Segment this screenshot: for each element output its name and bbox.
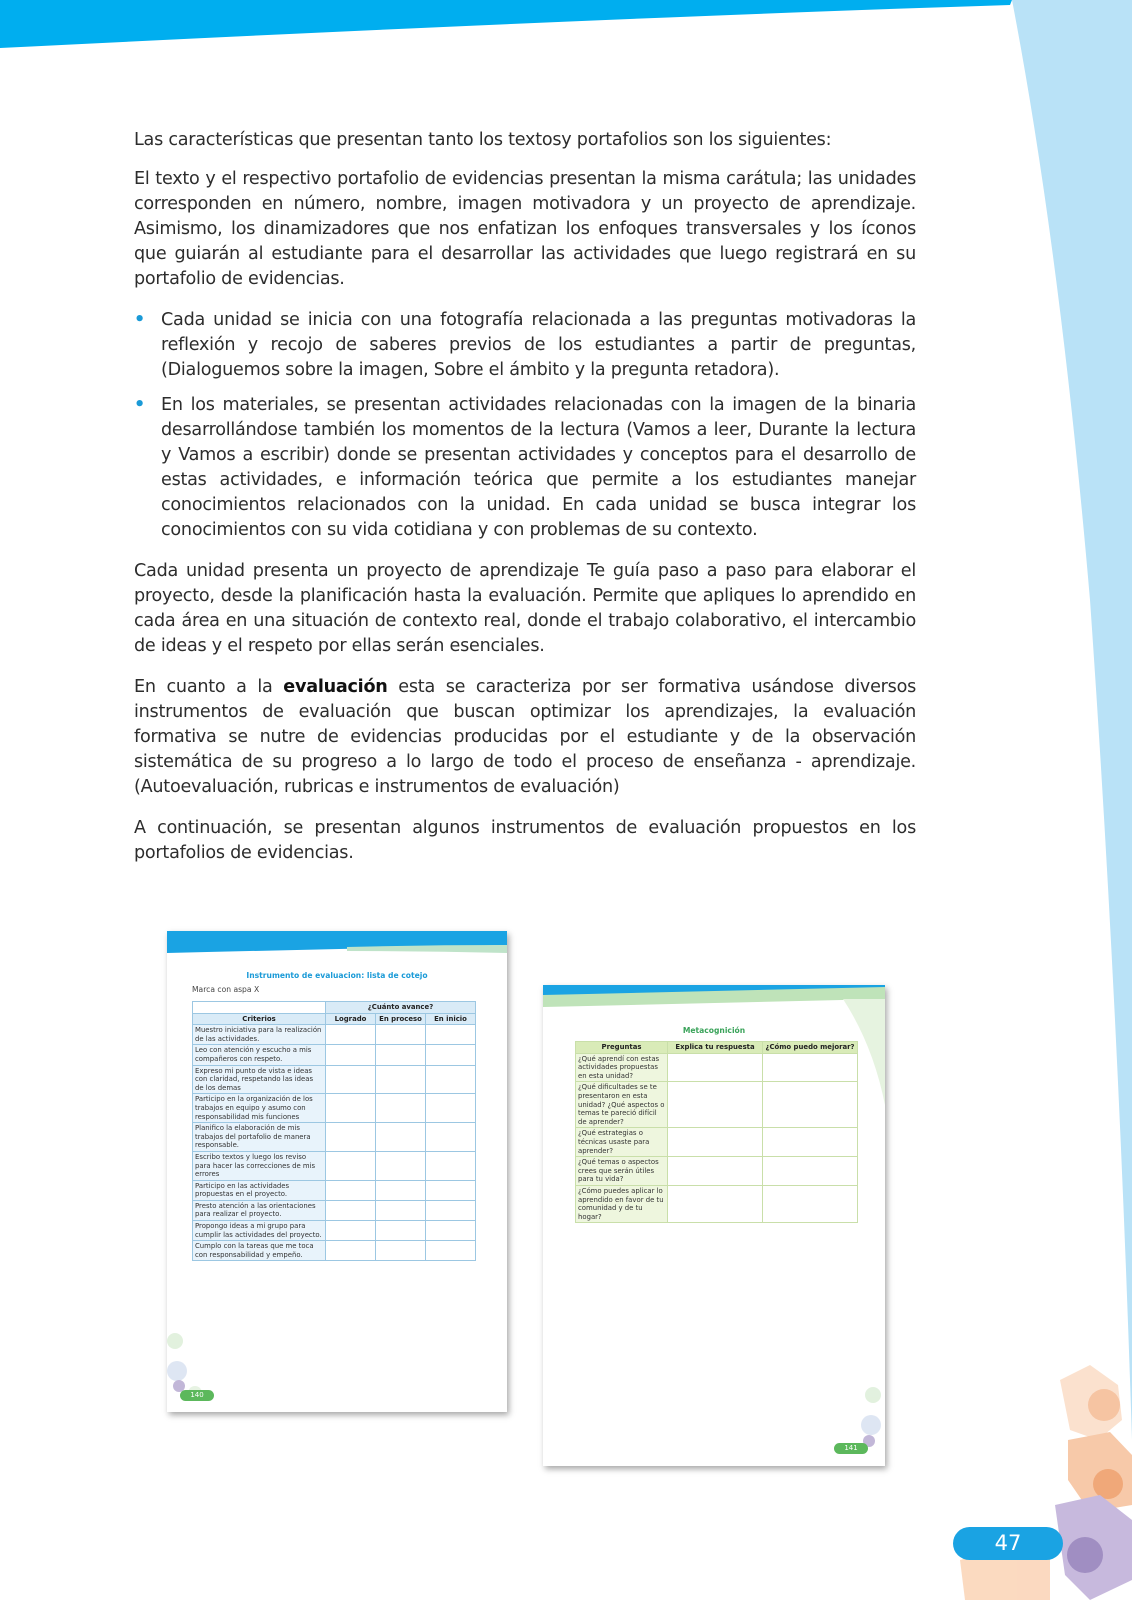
criterion-cell: Escribo textos y luego los reviso para hacer las correcciones de mis errores [193, 1151, 326, 1180]
paragraph-2: Cada unidad presenta un proyecto de aprendizaje Te guía paso a paso para elaborar el proyecto, desde la planificación hasta la evaluación. Permite que apliques lo aprendido en cada área en una situación de contexto real, donde el trabajo colaborativo, el intercambio de ideas y el respeto por ellas serán esenciales. [134, 561, 916, 656]
table-row [193, 1123, 476, 1152]
criterion-cell: Participo en la organización de los trabajos en equipo y asumo con responsabilidad mis funciones [193, 1094, 326, 1123]
paragraph-3 [134, 675, 916, 800]
table-row [193, 1151, 476, 1180]
question-cell: ¿Cómo puedes aplicar lo aprendido en favor de tu comunidad y de tu hogar? [576, 1185, 668, 1222]
table-row [193, 1065, 476, 1094]
paragraph-1: El texto y el respectivo portafolio de evidencias presentan la misma carátula; las unidades corresponden en número, nombre, imagen motivadora y un proyecto de aprendizaje. Asimismo, los dinamizadores que nos enfatizan los enfoques transversales y los íconos que guiarán al estudiante para el desarrollar las actividades que luego registrará en su portafolio de evidencias. [134, 169, 916, 289]
bullet-item [134, 308, 916, 383]
bullet-text: En los materiales, se presentan actividades relacionadas con la imagen de la binaria desarrollándose también los momentos de la lectura (Vamos a leer, Durante la lectura y Vamos a escribir) donde se presentan actividades y conceptos para el desarrollo de estas actividades, e información teórica que permite a los estudiantes manejar conocimientos relacionados con la unidad. En cada unidad se busca integrar los conocimientos con su vida cotidiana y con problemas de su contexto. [161, 395, 916, 540]
criterion-cell: Expreso mi punto de vista e ideas con claridad, respetando las ideas de los demas [193, 1065, 326, 1094]
checklist-title: Instrumento de evaluacion: lista de cotejo [246, 971, 428, 980]
page-number-badge: 47 [953, 1527, 1063, 1560]
table-row [193, 1241, 476, 1261]
body-text [134, 128, 916, 882]
checklist-subtitle: Marca con aspa X [192, 985, 260, 994]
metacognition-header: Explica tu respuesta [668, 1042, 763, 1054]
criterion-cell: Muestro iniciativa para la realización de las actividades. [193, 1025, 326, 1045]
question-cell: ¿Qué dificultades se te presentaron en esta unidad? ¿Qué aspectos o temas te pareció difícil de aprender? [576, 1082, 668, 1128]
bullet-text: Cada unidad se inicia con una fotografía relacionada a las preguntas motivadoras la reflexión y recojo de saberes previos de los estudiantes a partir de preguntas, (Dialoguemos sobre la imagen, Sobre el ámbito y la pregunta retadora). [161, 310, 916, 380]
puzzle-decoration [960, 1365, 1132, 1600]
table-row [576, 1053, 858, 1082]
checklist-header: En inicio [426, 1013, 476, 1025]
table-row [193, 1221, 476, 1241]
table-row [576, 1128, 858, 1157]
paragraph-3-end: esta se caracteriza por ser formativa usándose diversos instrumentos de evaluación que buscan optimizar los aprendizajes, la evaluación formativa se nutre de evidencias producidas por el estudiante y de la observación sistemática de su progreso a lo largo de todo el proceso de enseñanza - aprendizaje. (Autoevaluación, rubricas e instrumentos de evaluación) [134, 677, 916, 797]
question-cell: ¿Qué aprendí con estas actividades propuestas en esta unidad? [576, 1053, 668, 1082]
metacognition-header: ¿Cómo puedo mejorar? [763, 1042, 858, 1054]
criterion-cell: Propongo ideas a mi grupo para cumplir las actividades del proyecto. [193, 1221, 326, 1241]
bullet-marker: • [134, 310, 145, 330]
checklist-header: En proceso [376, 1013, 426, 1025]
table-row [193, 1200, 476, 1220]
checklist-empty-corner [193, 1002, 326, 1014]
question-cell: ¿Qué estrategias o técnicas usaste para aprender? [576, 1128, 668, 1157]
bullet-list [134, 308, 916, 543]
checklist-page-thumbnail [167, 931, 507, 1412]
top-blue-band [0, 0, 1012, 48]
intro-paragraph: Las características que presentan tanto los textosy portafolios son los siguientes: [134, 130, 832, 150]
paragraph-3-start: En cuanto a la [134, 677, 284, 697]
criterion-cell: Planifico la elaboración de mis trabajos del portafolio de manera responsable. [193, 1123, 326, 1152]
table-row [193, 1045, 476, 1065]
thumb1-page-number: 140 [180, 1390, 214, 1401]
checklist-header: Logrado [326, 1013, 376, 1025]
table-row [576, 1082, 858, 1128]
criterion-cell: Leo con atención y escucho a mis compañeros con respeto. [193, 1045, 326, 1065]
bullet-item [134, 393, 916, 543]
bullet-marker: • [134, 395, 145, 415]
checklist-header: Criterios [193, 1013, 326, 1025]
checklist-table [192, 1001, 476, 1261]
metacognition-title: Metacognición [682, 1026, 746, 1035]
evaluacion-bold: evaluación [283, 677, 388, 697]
checklist-group-header: ¿Cuánto avance? [326, 1002, 476, 1014]
criterion-cell: Presto atención a las orientaciones para realizar el proyecto. [193, 1200, 326, 1220]
table-row [193, 1094, 476, 1123]
table-row [193, 1180, 476, 1200]
criterion-cell: Cumplo con la tareas que me toca con responsabilidad y empeño. [193, 1241, 326, 1261]
table-row [576, 1157, 858, 1186]
criterion-cell: Participo en las actividades propuestas en el proyecto. [193, 1180, 326, 1200]
paragraph-4: A continuación, se presentan algunos instrumentos de evaluación propuestos en los portafolios de evidencias. [134, 818, 916, 863]
metacognition-table [575, 1041, 858, 1223]
right-light-blue-band [1012, 0, 1132, 1440]
table-row [193, 1025, 476, 1045]
thumb2-page-number: 141 [834, 1443, 868, 1454]
metacognition-page-thumbnail [543, 985, 885, 1466]
metacognition-header: Preguntas [576, 1042, 668, 1054]
table-row [576, 1185, 858, 1222]
question-cell: ¿Qué temas o aspectos crees que serán útiles para tu vida? [576, 1157, 668, 1186]
